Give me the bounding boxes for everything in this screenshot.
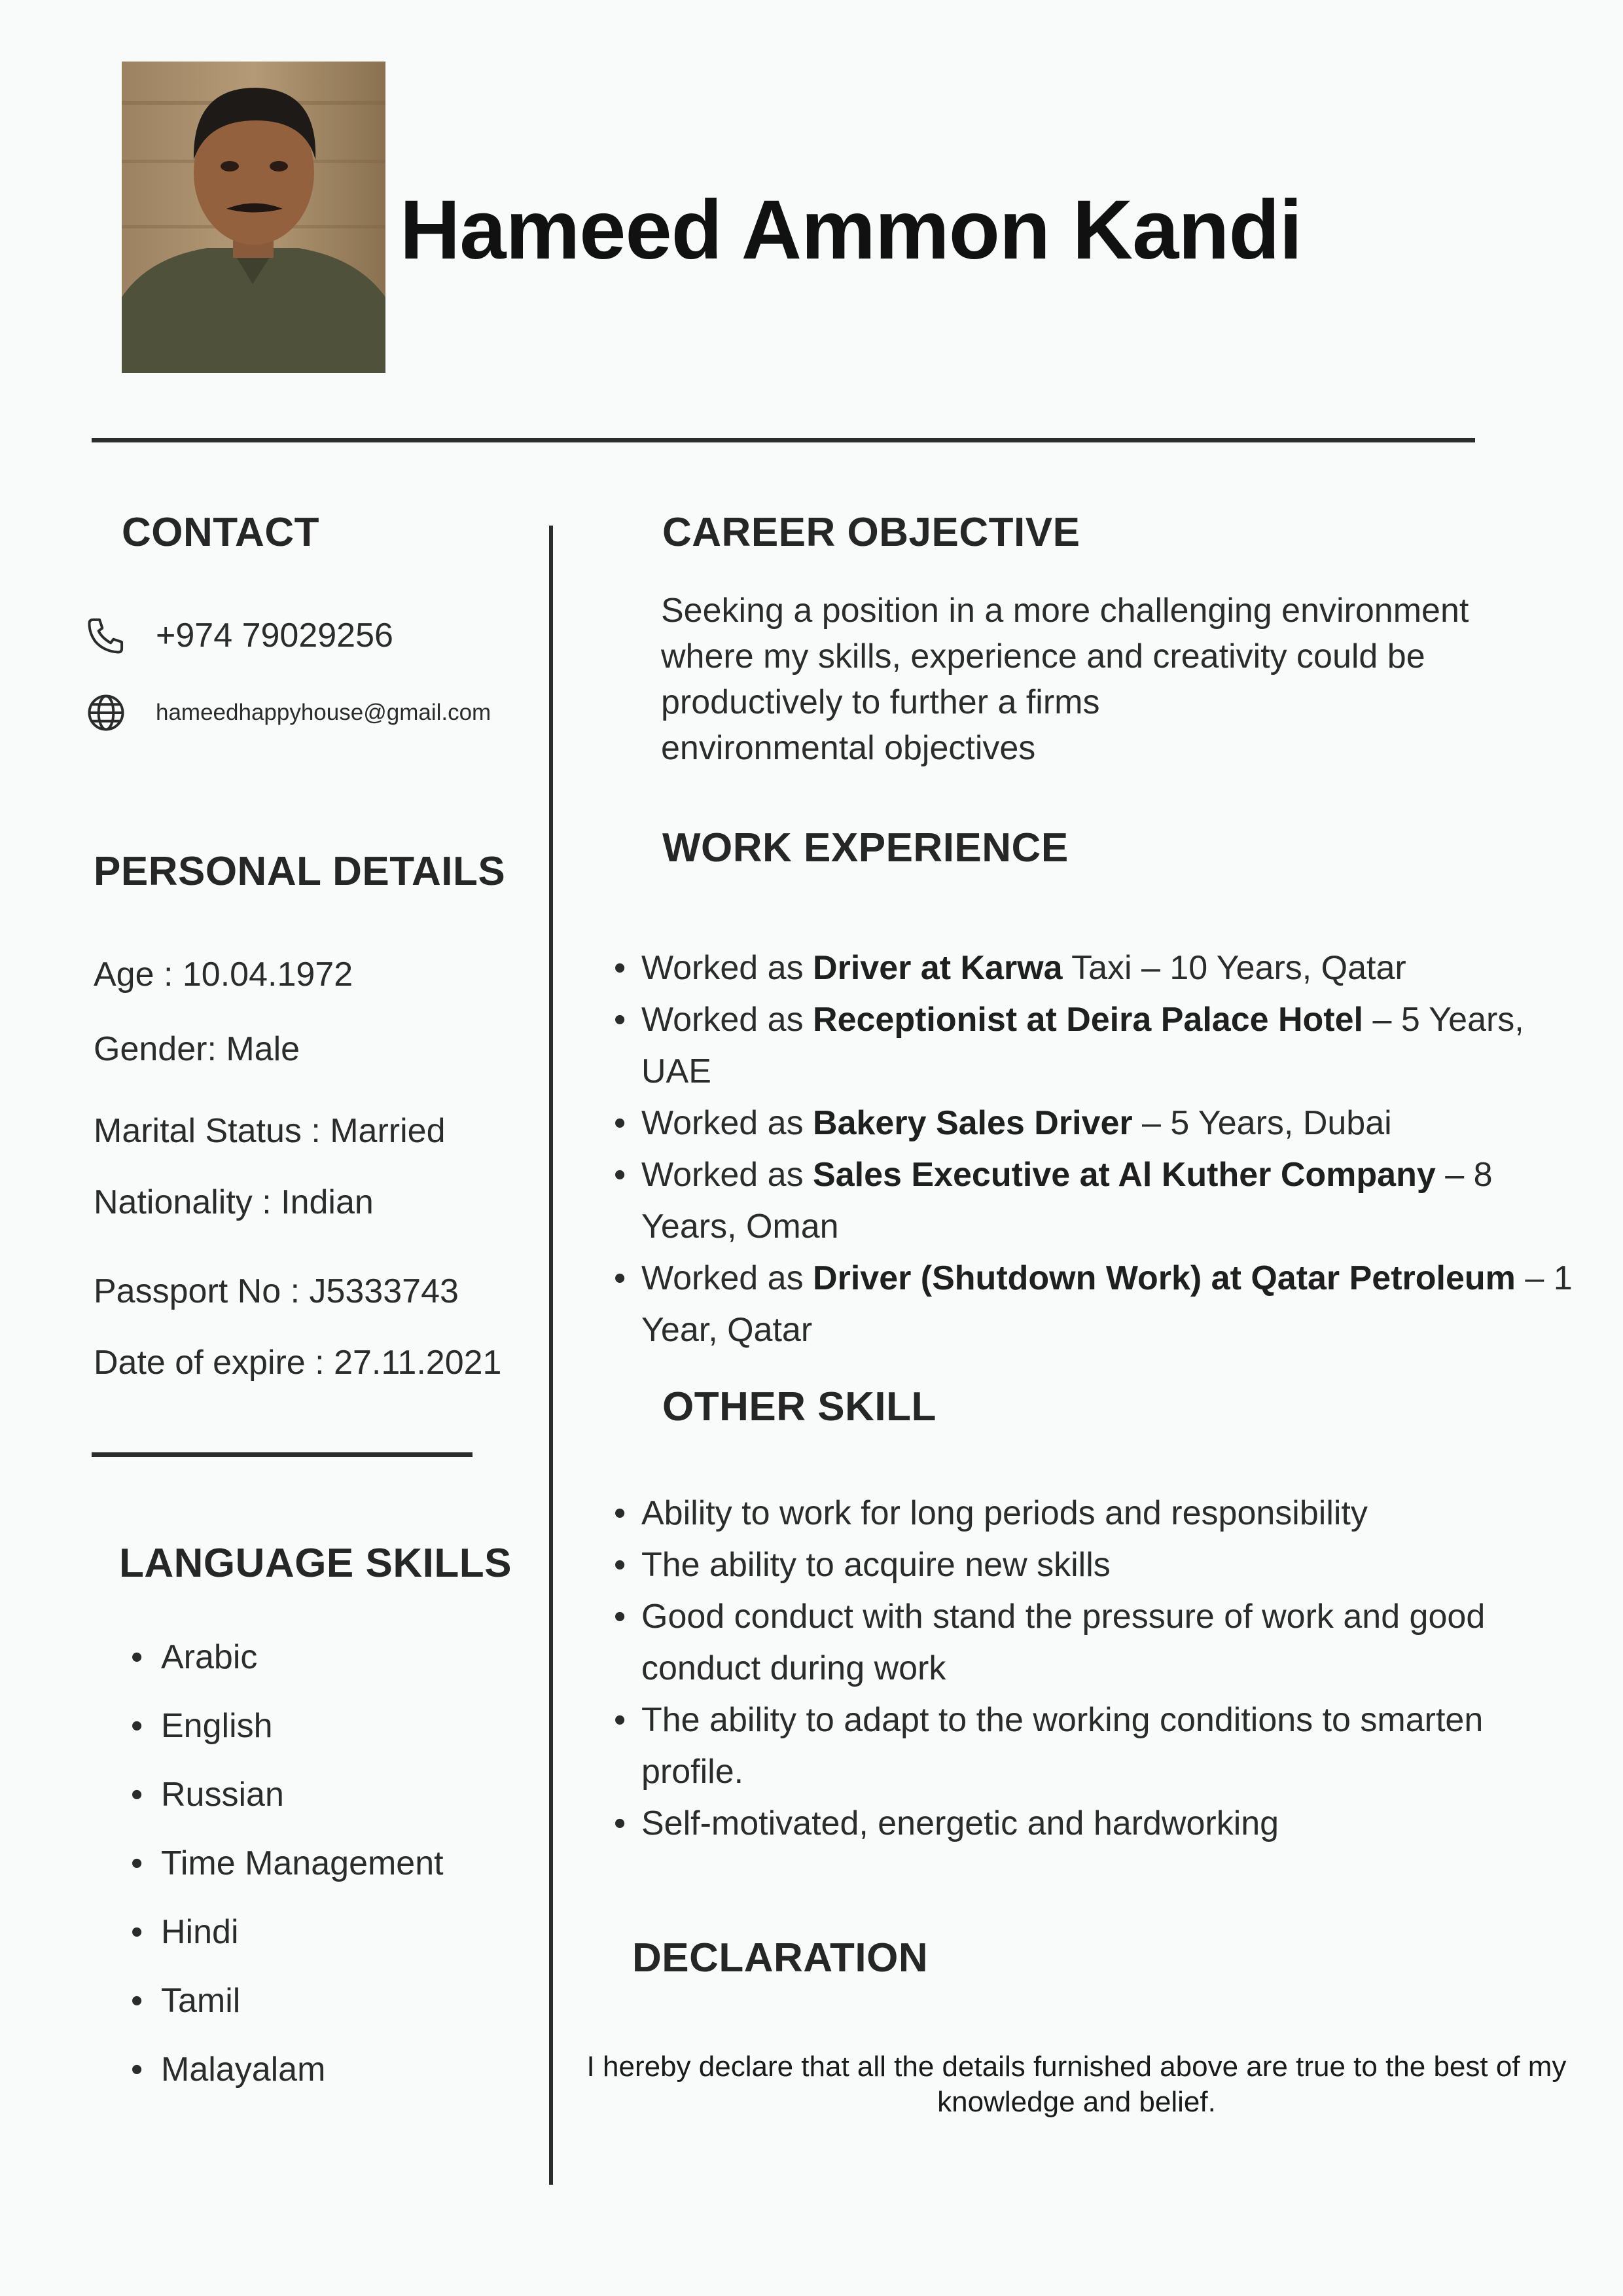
experience-role: Driver at Karwa: [813, 949, 1063, 987]
experience-role: Receptionist at Deira Palace Hotel: [813, 1001, 1363, 1039]
language-item: • Russian: [131, 1770, 444, 1839]
marital-status-field: Marital Status : Married: [94, 1112, 446, 1150]
experience-item: [614, 994, 1596, 1098]
personal-details-heading: PERSONAL DETAILS: [94, 849, 506, 894]
work-experience-heading: WORK EXPERIENCE: [662, 825, 1069, 870]
career-objective-heading: CAREER OBJECTIVE: [662, 510, 1080, 555]
experience-item: [614, 1149, 1596, 1253]
skill-item: • Ability to work for long periods and responsibility: [614, 1488, 1556, 1539]
objective-line: productively to further a firms: [661, 683, 1100, 721]
language-item: • Arabic: [131, 1633, 444, 1702]
experience-detail: Taxi – 10 Years, Qatar: [1062, 949, 1406, 987]
language-list: [131, 1633, 444, 2114]
email-row: [84, 691, 491, 735]
experience-detail: – 1 Year, Qatar: [641, 1259, 1573, 1349]
experience-item: [614, 942, 1596, 994]
other-skill-list: [614, 1488, 1556, 1850]
age-field: Age : 10.04.1972: [94, 956, 353, 994]
language-item: • English: [131, 1702, 444, 1770]
career-objective-text: [661, 588, 1564, 771]
passport-expiry-field: Date of expire : 27.11.2021: [94, 1344, 502, 1382]
nationality-field: Nationality : Indian: [94, 1183, 374, 1221]
work-experience-list: [614, 942, 1596, 1356]
language-skills-heading: LANGUAGE SKILLS: [119, 1541, 512, 1586]
experience-prefix: Worked as: [641, 1104, 813, 1142]
experience-prefix: Worked as: [641, 1259, 813, 1297]
contact-heading: CONTACT: [122, 510, 319, 555]
experience-detail: – 5 Years, Dubai: [1132, 1104, 1392, 1142]
language-item: • Tamil: [131, 1977, 444, 2045]
gender-field: Gender: Male: [94, 1030, 300, 1068]
experience-role: Driver (Shutdown Work) at Qatar Petroleum: [813, 1259, 1516, 1297]
language-item: • Malayalam: [131, 2045, 444, 2114]
skill-item: • The ability to acquire new skills: [614, 1539, 1556, 1591]
language-item: • Time Management: [131, 1839, 444, 1908]
experience-prefix: Worked as: [641, 1001, 813, 1039]
globe-icon: [84, 691, 128, 735]
section-divider: [92, 1452, 473, 1457]
phone-row: [84, 613, 393, 658]
language-item: • Hindi: [131, 1908, 444, 1977]
skill-item: • Good conduct with stand the pressure of work and good conduct during work: [614, 1591, 1556, 1695]
skill-item: • Self-motivated, energetic and hardworking: [614, 1798, 1556, 1850]
experience-detail: – 5 Years, UAE: [641, 1001, 1524, 1090]
email-address[interactable]: hameedhappyhouse@gmail.com: [156, 700, 491, 725]
experience-prefix: Worked as: [641, 1156, 813, 1194]
experience-item: [614, 1098, 1596, 1149]
experience-prefix: Worked as: [641, 949, 813, 987]
column-divider: [549, 526, 553, 2185]
experience-item: [614, 1253, 1596, 1356]
objective-line: Seeking a position in a more challenging environment: [661, 592, 1469, 630]
skill-item: • The ability to adapt to the working conditions to smarten profile.: [614, 1695, 1556, 1798]
objective-line: where my skills, experience and creativity could be: [661, 637, 1425, 675]
passport-field: Passport No : J5333743: [94, 1272, 459, 1310]
experience-role: Bakery Sales Driver: [813, 1104, 1133, 1142]
phone-number[interactable]: +974 79029256: [156, 617, 393, 655]
applicant-name: Hameed Ammon Kandi: [399, 183, 1302, 277]
declaration-heading: DECLARATION: [632, 1935, 929, 1981]
experience-detail: – 8 Years, Oman: [641, 1156, 1493, 1246]
header-divider: [92, 438, 1475, 442]
objective-line: environmental objectives: [661, 729, 1036, 767]
declaration-text: I hereby declare that all the details furnished above are true to the best of my knowledge and belief.: [586, 2051, 1567, 2118]
experience-role: Sales Executive at Al Kuther Company: [813, 1156, 1436, 1194]
phone-icon: [84, 613, 128, 658]
other-skill-heading: OTHER SKILL: [662, 1384, 936, 1429]
